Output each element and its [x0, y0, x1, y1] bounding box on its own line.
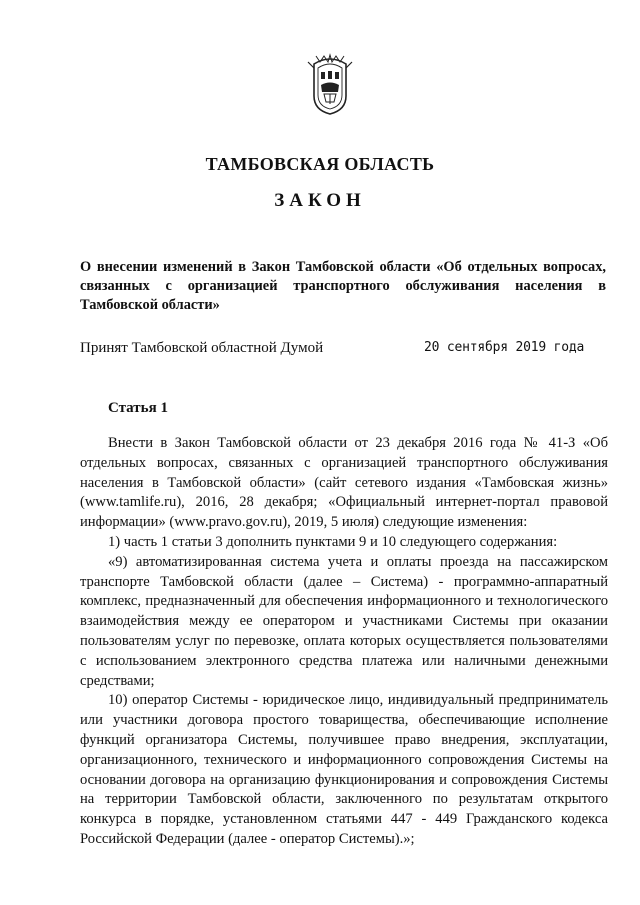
adopted-by-label: Принят Тамбовской областной Думой: [80, 340, 324, 356]
document-type: ЗАКОН: [274, 190, 366, 211]
tambov-coat-of-arms-icon: [304, 52, 356, 118]
paragraph: Внести в Закон Тамбовской области от 23 декабря 2016 года № 41-З «Об отдельных вопросах, связанных с организацией транспортного обслуживания населения в Тамбовской области» (сайт сетевого издания «Тамбовская жизнь» (www.tamlife.ru), 2016, 28 декабря; «Официальный интернет-портал правовой информации» (www.pravo.gov.ru), 2019, 5 июля) следующие изменения:: [80, 435, 608, 531]
paragraph: 10) оператор Системы - юридическое лицо, индивидуальный предприниматель или участники договора простого товарищества, обеспечивающие исполнение функций организатора Системы, получившее право внедрения, эксплуатации, организационного, технического и информационного сопровождения Системы на основании договора на организацию функционирования и сопровождения Системы на территории Тамбовской области, заключенного по результатам открытого конкурса в порядке, установленном статьями 447 - 449 Гражданского кодекса Российской Федерации (далее - оператор Системы).»;: [80, 692, 608, 847]
region-name: ТАМБОВСКАЯ ОБЛАСТЬ: [205, 154, 435, 174]
article-heading: Статья 1: [108, 400, 168, 416]
law-title: О внесении изменений в Закон Тамбовской области «Об отдельных вопросах, связанных с организацией транспортного обслуживания населения в Тамбовской области»: [80, 259, 606, 313]
article-body: [80, 434, 608, 850]
paragraph: 1) часть 1 статьи 3 дополнить пунктами 9 и 10 следующего содержания:: [108, 533, 558, 550]
adoption-date: 20 сентября 2019 года: [424, 340, 585, 355]
paragraph: «9) автоматизированная система учета и оплаты проезда на пассажирском транспорте Тамбовской области (далее – Система) - программно-аппаратный комплекс, предназначенный для обеспечения информационного и технологического взаимодействия между ее оператором и участниками Системы при оказании пользователям услуг по перевозке, оплата которых осуществляется пользователями с использованием электронного средства платежа или наличными денежными средствами;: [80, 553, 608, 689]
adoption-line: [80, 340, 606, 360]
